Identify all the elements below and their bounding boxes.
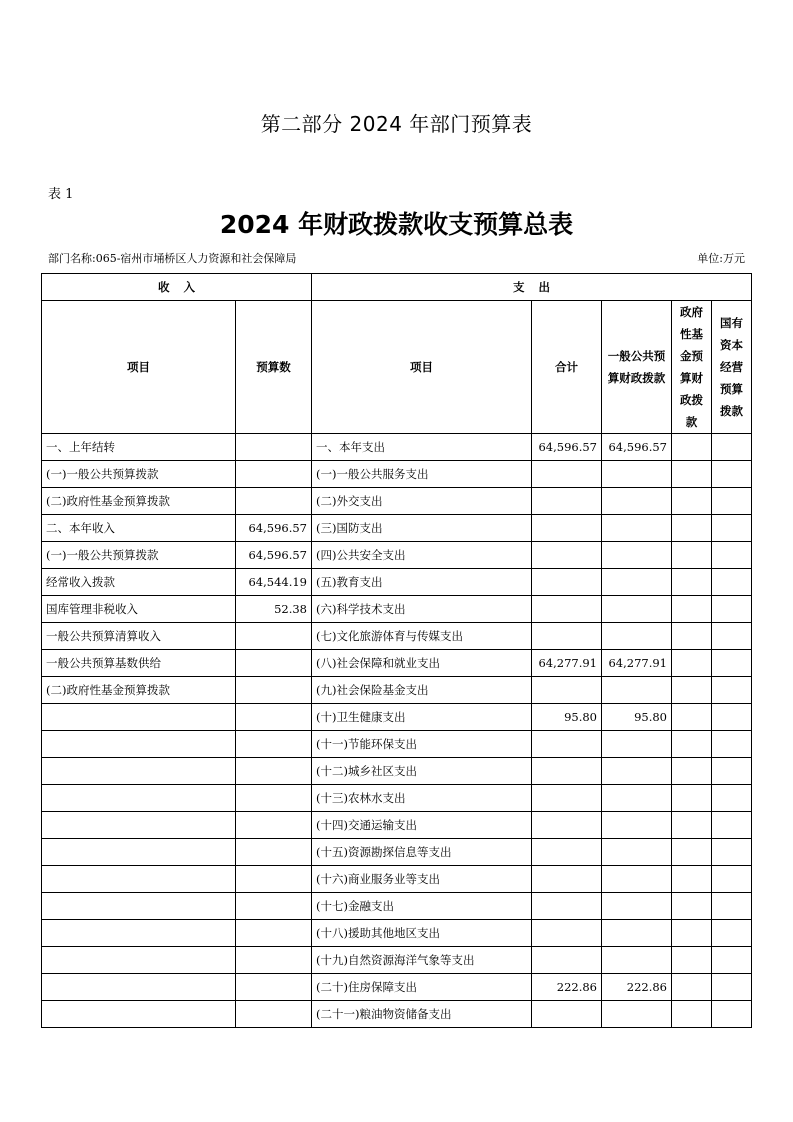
income-value-cell bbox=[236, 731, 312, 758]
table-row bbox=[42, 623, 752, 650]
soe-capital-cell bbox=[712, 569, 752, 596]
total-cell bbox=[532, 623, 602, 650]
general-budget-cell bbox=[602, 596, 672, 623]
table-row bbox=[42, 785, 752, 812]
income-item-cell: (一)一般公共预算拨款 bbox=[42, 461, 236, 488]
expenditure-item-cell: (十七)金融支出 bbox=[312, 893, 532, 920]
expenditure-item-cell: (十一)节能环保支出 bbox=[312, 731, 532, 758]
income-value-cell: 64,596.57 bbox=[236, 515, 312, 542]
table-row bbox=[42, 812, 752, 839]
income-item-header: 项目 bbox=[42, 301, 236, 434]
income-item-cell bbox=[42, 704, 236, 731]
general-budget-cell bbox=[602, 569, 672, 596]
expenditure-item-cell: (十)卫生健康支出 bbox=[312, 704, 532, 731]
gov-fund-cell bbox=[672, 704, 712, 731]
expenditure-item-cell: (十八)援助其他地区支出 bbox=[312, 920, 532, 947]
general-budget-cell bbox=[602, 812, 672, 839]
soe-capital-header: 国有资本经营预算拨款 bbox=[712, 301, 752, 434]
gov-fund-cell bbox=[672, 758, 712, 785]
total-cell bbox=[532, 1001, 602, 1028]
table-row bbox=[42, 920, 752, 947]
income-value-cell bbox=[236, 839, 312, 866]
table-row bbox=[42, 947, 752, 974]
expenditure-item-cell: (一)一般公共服务支出 bbox=[312, 461, 532, 488]
soe-capital-cell bbox=[712, 623, 752, 650]
total-cell bbox=[532, 758, 602, 785]
income-item-cell bbox=[42, 758, 236, 785]
soe-capital-cell bbox=[712, 677, 752, 704]
gov-fund-cell bbox=[672, 947, 712, 974]
soe-capital-cell bbox=[712, 866, 752, 893]
general-budget-cell: 95.80 bbox=[602, 704, 672, 731]
gov-fund-cell bbox=[672, 893, 712, 920]
soe-capital-cell bbox=[712, 731, 752, 758]
total-cell bbox=[532, 542, 602, 569]
soe-capital-cell bbox=[712, 488, 752, 515]
income-value-cell bbox=[236, 947, 312, 974]
gov-fund-cell bbox=[672, 866, 712, 893]
expenditure-item-cell: (九)社会保险基金支出 bbox=[312, 677, 532, 704]
expenditure-item-cell: (十六)商业服务业等支出 bbox=[312, 866, 532, 893]
general-budget-cell bbox=[602, 893, 672, 920]
income-value-cell bbox=[236, 785, 312, 812]
income-item-cell: (一)一般公共预算拨款 bbox=[42, 542, 236, 569]
general-budget-cell bbox=[602, 866, 672, 893]
income-value-cell: 64,596.57 bbox=[236, 542, 312, 569]
expenditure-item-cell: (十九)自然资源海洋气象等支出 bbox=[312, 947, 532, 974]
income-value-cell bbox=[236, 920, 312, 947]
soe-capital-cell bbox=[712, 515, 752, 542]
income-value-cell bbox=[236, 974, 312, 1001]
total-cell bbox=[532, 893, 602, 920]
total-cell bbox=[532, 920, 602, 947]
income-value-cell bbox=[236, 677, 312, 704]
general-budget-cell: 64,596.57 bbox=[602, 434, 672, 461]
expenditure-item-cell: (二)外交支出 bbox=[312, 488, 532, 515]
table-row bbox=[42, 488, 752, 515]
income-item-cell bbox=[42, 947, 236, 974]
income-item-cell bbox=[42, 731, 236, 758]
total-cell bbox=[532, 677, 602, 704]
income-group-header: 收入 bbox=[42, 274, 312, 301]
column-header-row bbox=[42, 301, 752, 434]
table-title: 2024 年财政拨款收支预算总表 bbox=[219, 210, 574, 239]
total-cell bbox=[532, 461, 602, 488]
income-item-cell: 一般公共预算清算收入 bbox=[42, 623, 236, 650]
general-budget-cell bbox=[602, 623, 672, 650]
soe-capital-cell bbox=[712, 650, 752, 677]
soe-capital-cell bbox=[712, 596, 752, 623]
budget-table bbox=[41, 273, 752, 1028]
group-header-row bbox=[42, 274, 752, 301]
table-number: 表 1 bbox=[48, 187, 74, 202]
total-cell bbox=[532, 812, 602, 839]
income-value-cell bbox=[236, 704, 312, 731]
gov-fund-cell bbox=[672, 785, 712, 812]
total-cell bbox=[532, 569, 602, 596]
income-item-cell bbox=[42, 839, 236, 866]
income-budget-header: 预算数 bbox=[236, 301, 312, 434]
table-row bbox=[42, 704, 752, 731]
table-row bbox=[42, 758, 752, 785]
total-cell bbox=[532, 596, 602, 623]
general-budget-cell bbox=[602, 731, 672, 758]
expenditure-item-cell: (十四)交通运输支出 bbox=[312, 812, 532, 839]
income-item-cell bbox=[42, 1001, 236, 1028]
soe-capital-cell bbox=[712, 1001, 752, 1028]
gov-fund-cell bbox=[672, 569, 712, 596]
table-row bbox=[42, 650, 752, 677]
income-value-cell bbox=[236, 623, 312, 650]
table-row bbox=[42, 974, 752, 1001]
income-value-cell: 64,544.19 bbox=[236, 569, 312, 596]
income-item-cell bbox=[42, 974, 236, 1001]
soe-capital-cell bbox=[712, 704, 752, 731]
income-value-cell bbox=[236, 812, 312, 839]
income-value-cell bbox=[236, 650, 312, 677]
expenditure-item-cell: (十三)农林水支出 bbox=[312, 785, 532, 812]
total-cell bbox=[532, 515, 602, 542]
expenditure-item-cell: (七)文化旅游体育与传媒支出 bbox=[312, 623, 532, 650]
income-item-cell bbox=[42, 893, 236, 920]
table-row bbox=[42, 434, 752, 461]
soe-capital-cell bbox=[712, 812, 752, 839]
income-value-cell bbox=[236, 434, 312, 461]
income-item-cell: 国库管理非税收入 bbox=[42, 596, 236, 623]
total-cell: 64,596.57 bbox=[532, 434, 602, 461]
table-row bbox=[42, 839, 752, 866]
table-row bbox=[42, 893, 752, 920]
income-value-cell bbox=[236, 758, 312, 785]
income-item-cell bbox=[42, 785, 236, 812]
income-item-cell bbox=[42, 920, 236, 947]
gov-fund-cell bbox=[672, 542, 712, 569]
section-title: 第二部分 2024 年部门预算表 bbox=[260, 112, 533, 136]
expenditure-group-header: 支出 bbox=[312, 274, 752, 301]
gov-fund-cell bbox=[672, 461, 712, 488]
total-cell bbox=[532, 947, 602, 974]
expenditure-item-cell: (三)国防支出 bbox=[312, 515, 532, 542]
soe-capital-cell bbox=[712, 893, 752, 920]
soe-capital-cell bbox=[712, 785, 752, 812]
general-budget-cell bbox=[602, 839, 672, 866]
income-item-cell bbox=[42, 812, 236, 839]
unit-label: 单位:万元 bbox=[697, 252, 745, 265]
income-item-cell: 二、本年收入 bbox=[42, 515, 236, 542]
total-cell: 222.86 bbox=[532, 974, 602, 1001]
expenditure-item-cell: (八)社会保障和就业支出 bbox=[312, 650, 532, 677]
expenditure-item-cell: (二十)住房保障支出 bbox=[312, 974, 532, 1001]
gov-fund-cell bbox=[672, 515, 712, 542]
income-value-cell bbox=[236, 461, 312, 488]
income-item-cell bbox=[42, 866, 236, 893]
expenditure-item-cell: (十二)城乡社区支出 bbox=[312, 758, 532, 785]
total-cell bbox=[532, 839, 602, 866]
general-budget-cell bbox=[602, 542, 672, 569]
table-row bbox=[42, 731, 752, 758]
total-cell bbox=[532, 866, 602, 893]
table-row bbox=[42, 569, 752, 596]
general-budget-header: 一般公共预算财政拨款 bbox=[602, 301, 672, 434]
gov-fund-cell bbox=[672, 920, 712, 947]
general-budget-cell bbox=[602, 677, 672, 704]
gov-fund-cell bbox=[672, 434, 712, 461]
income-value-cell bbox=[236, 1001, 312, 1028]
income-value-cell: 52.38 bbox=[236, 596, 312, 623]
soe-capital-cell bbox=[712, 920, 752, 947]
department-name: 部门名称:065-宿州市埇桥区人力资源和社会保障局 bbox=[48, 252, 297, 265]
income-item-cell: 经常收入拨款 bbox=[42, 569, 236, 596]
income-item-cell: 一般公共预算基数供给 bbox=[42, 650, 236, 677]
gov-fund-cell bbox=[672, 677, 712, 704]
general-budget-cell bbox=[602, 515, 672, 542]
general-budget-cell: 64,277.91 bbox=[602, 650, 672, 677]
general-budget-cell bbox=[602, 947, 672, 974]
expenditure-item-header: 项目 bbox=[312, 301, 532, 434]
gov-fund-cell bbox=[672, 650, 712, 677]
expenditure-item-cell: (四)公共安全支出 bbox=[312, 542, 532, 569]
general-budget-cell bbox=[602, 1001, 672, 1028]
income-value-cell bbox=[236, 893, 312, 920]
gov-fund-cell bbox=[672, 974, 712, 1001]
table-row bbox=[42, 596, 752, 623]
table-row bbox=[42, 542, 752, 569]
gov-fund-header: 政府性基金预算财政拨款 bbox=[672, 301, 712, 434]
table-row bbox=[42, 866, 752, 893]
general-budget-cell bbox=[602, 920, 672, 947]
table-row bbox=[42, 677, 752, 704]
income-item-cell: 一、上年结转 bbox=[42, 434, 236, 461]
soe-capital-cell bbox=[712, 974, 752, 1001]
general-budget-cell bbox=[602, 488, 672, 515]
total-header: 合计 bbox=[532, 301, 602, 434]
expenditure-item-cell: (五)教育支出 bbox=[312, 569, 532, 596]
general-budget-cell: 222.86 bbox=[602, 974, 672, 1001]
soe-capital-cell bbox=[712, 542, 752, 569]
total-cell bbox=[532, 785, 602, 812]
gov-fund-cell bbox=[672, 596, 712, 623]
general-budget-cell bbox=[602, 758, 672, 785]
income-item-cell: (二)政府性基金预算拨款 bbox=[42, 488, 236, 515]
gov-fund-cell bbox=[672, 488, 712, 515]
soe-capital-cell bbox=[712, 839, 752, 866]
expenditure-item-cell: (十五)资源勘探信息等支出 bbox=[312, 839, 532, 866]
total-cell: 95.80 bbox=[532, 704, 602, 731]
soe-capital-cell bbox=[712, 947, 752, 974]
table-row bbox=[42, 1001, 752, 1028]
general-budget-cell bbox=[602, 785, 672, 812]
gov-fund-cell bbox=[672, 1001, 712, 1028]
gov-fund-cell bbox=[672, 623, 712, 650]
expenditure-item-cell: (六)科学技术支出 bbox=[312, 596, 532, 623]
soe-capital-cell bbox=[712, 758, 752, 785]
total-cell bbox=[532, 731, 602, 758]
expenditure-item-cell: 一、本年支出 bbox=[312, 434, 532, 461]
table-row bbox=[42, 461, 752, 488]
general-budget-cell bbox=[602, 461, 672, 488]
soe-capital-cell bbox=[712, 434, 752, 461]
table-row bbox=[42, 515, 752, 542]
income-value-cell bbox=[236, 488, 312, 515]
expenditure-item-cell: (二十一)粮油物资储备支出 bbox=[312, 1001, 532, 1028]
income-item-cell: (二)政府性基金预算拨款 bbox=[42, 677, 236, 704]
gov-fund-cell bbox=[672, 839, 712, 866]
gov-fund-cell bbox=[672, 731, 712, 758]
total-cell bbox=[532, 488, 602, 515]
gov-fund-cell bbox=[672, 812, 712, 839]
total-cell: 64,277.91 bbox=[532, 650, 602, 677]
soe-capital-cell bbox=[712, 461, 752, 488]
income-value-cell bbox=[236, 866, 312, 893]
